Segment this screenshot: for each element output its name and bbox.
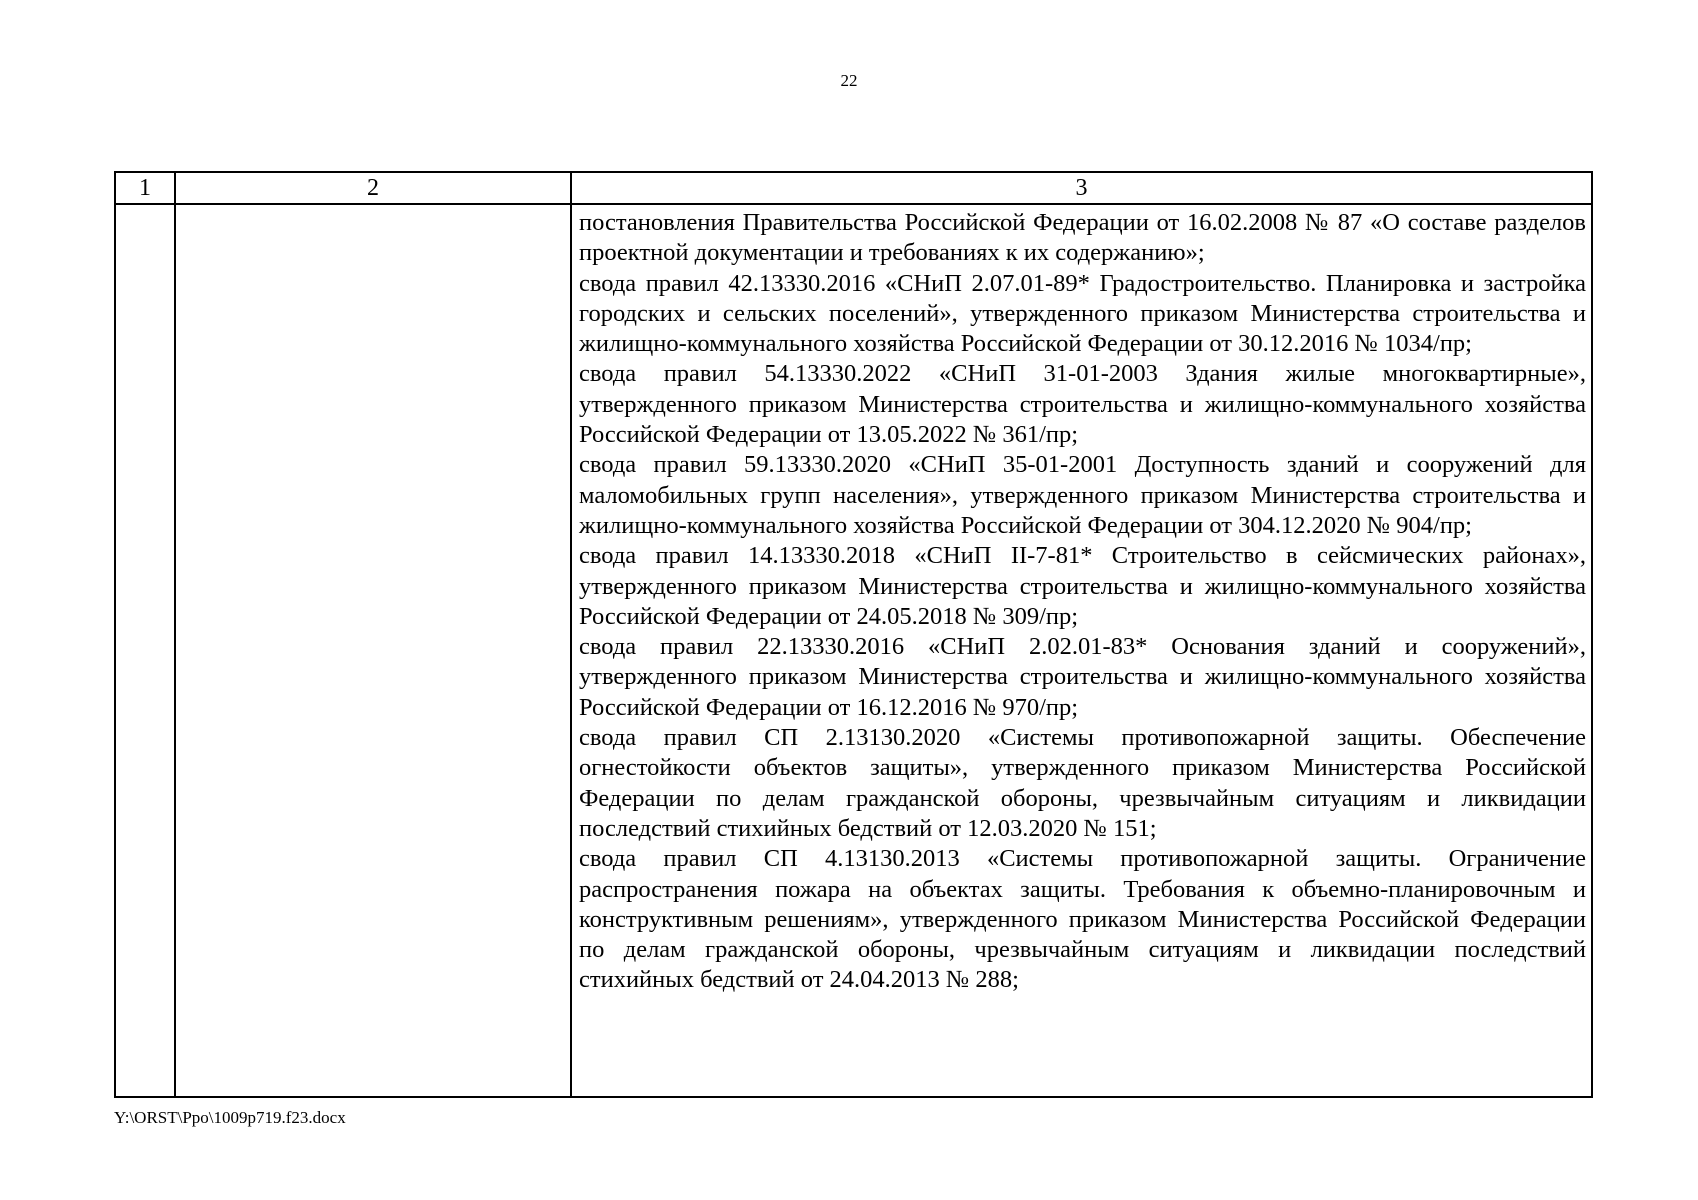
column-header-2: 2	[175, 172, 571, 204]
column-header-3: 3	[571, 172, 1592, 204]
column-header-1: 1	[115, 172, 175, 204]
regulation-entry: постановления Правительства Российской Федерации от 16.02.2008 № 87 «О составе разделов проектной документации и требованиях к их содержанию»;	[579, 209, 1586, 267]
regulation-entry: свода правил 59.13330.2020 «СНиП 35-01-2001 Доступность зданий и сооружений для маломобильных групп населения», утвержденного приказом Министерства строительства и жилищно-коммунального хозяйства Российской Федерации от 304.12.2020 № 904/пр;	[579, 451, 1586, 539]
cell-column-2	[175, 204, 571, 1097]
cell-column-1	[115, 204, 175, 1097]
table-row	[115, 204, 1592, 1097]
regulation-entry: свода правил СП 4.13130.2013 «Системы противопожарной защиты. Ограничение распространения пожара на объектах защиты. Требования к объемно-планировочным и конструктивным решениям», утвержденного приказом Министерства Российской Федерации по делам гражданской обороны, чрезвычайным ситуациям и ликвидации последствий стихийных бедствий от 24.04.2013 № 288;	[579, 845, 1586, 994]
page-number: 22	[840, 71, 858, 90]
regulation-entry: свода правил 14.13330.2018 «СНиП II-7-81* Строительство в сейсмических районах», утвержденного приказом Министерства строительства и жилищно-коммунального хозяйства Российской Федерации от 24.05.2018 № 309/пр;	[579, 542, 1586, 630]
regulation-entry: свода правил 42.13330.2016 «СНиП 2.07.01-89* Градостроительство. Планировка и застройка городских и сельских поселений», утвержденного приказом Министерства строительства и жилищно-коммунального хозяйства Российской Федерации от 30.12.2016 № 1034/пр;	[579, 269, 1586, 358]
regulation-entry: свода правил 54.13330.2022 «СНиП 31-01-2003 Здания жилые многоквартирные», утвержденного приказом Министерства строительства и жилищно-коммунального хозяйства Российской Федерации от 13.05.2022 № 361/пр;	[579, 360, 1586, 449]
regulation-entry: свода правил СП 2.13130.2020 «Системы противопожарной защиты. Обеспечение огнестойкости объектов защиты», утвержденного приказом Министерства Российской Федерации по делам гражданской обороны, чрезвычайным ситуациям и ликвидации последствий стихийных бедствий от 12.03.2020 № 151;	[579, 724, 1586, 842]
table-header-row	[115, 172, 1592, 204]
footer-file-path: Y:\ORST\Ppo\1009p719.f23.docx	[114, 1108, 346, 1127]
cell-column-3	[571, 204, 1592, 1097]
regulation-entry: свода правил 22.13330.2016 «СНиП 2.02.01-83* Основания зданий и сооружений», утвержденного приказом Министерства строительства и жилищно-коммунального хозяйства Российской Федерации от 16.12.2016 № 970/пр;	[579, 633, 1586, 721]
document-table	[114, 171, 1593, 1098]
